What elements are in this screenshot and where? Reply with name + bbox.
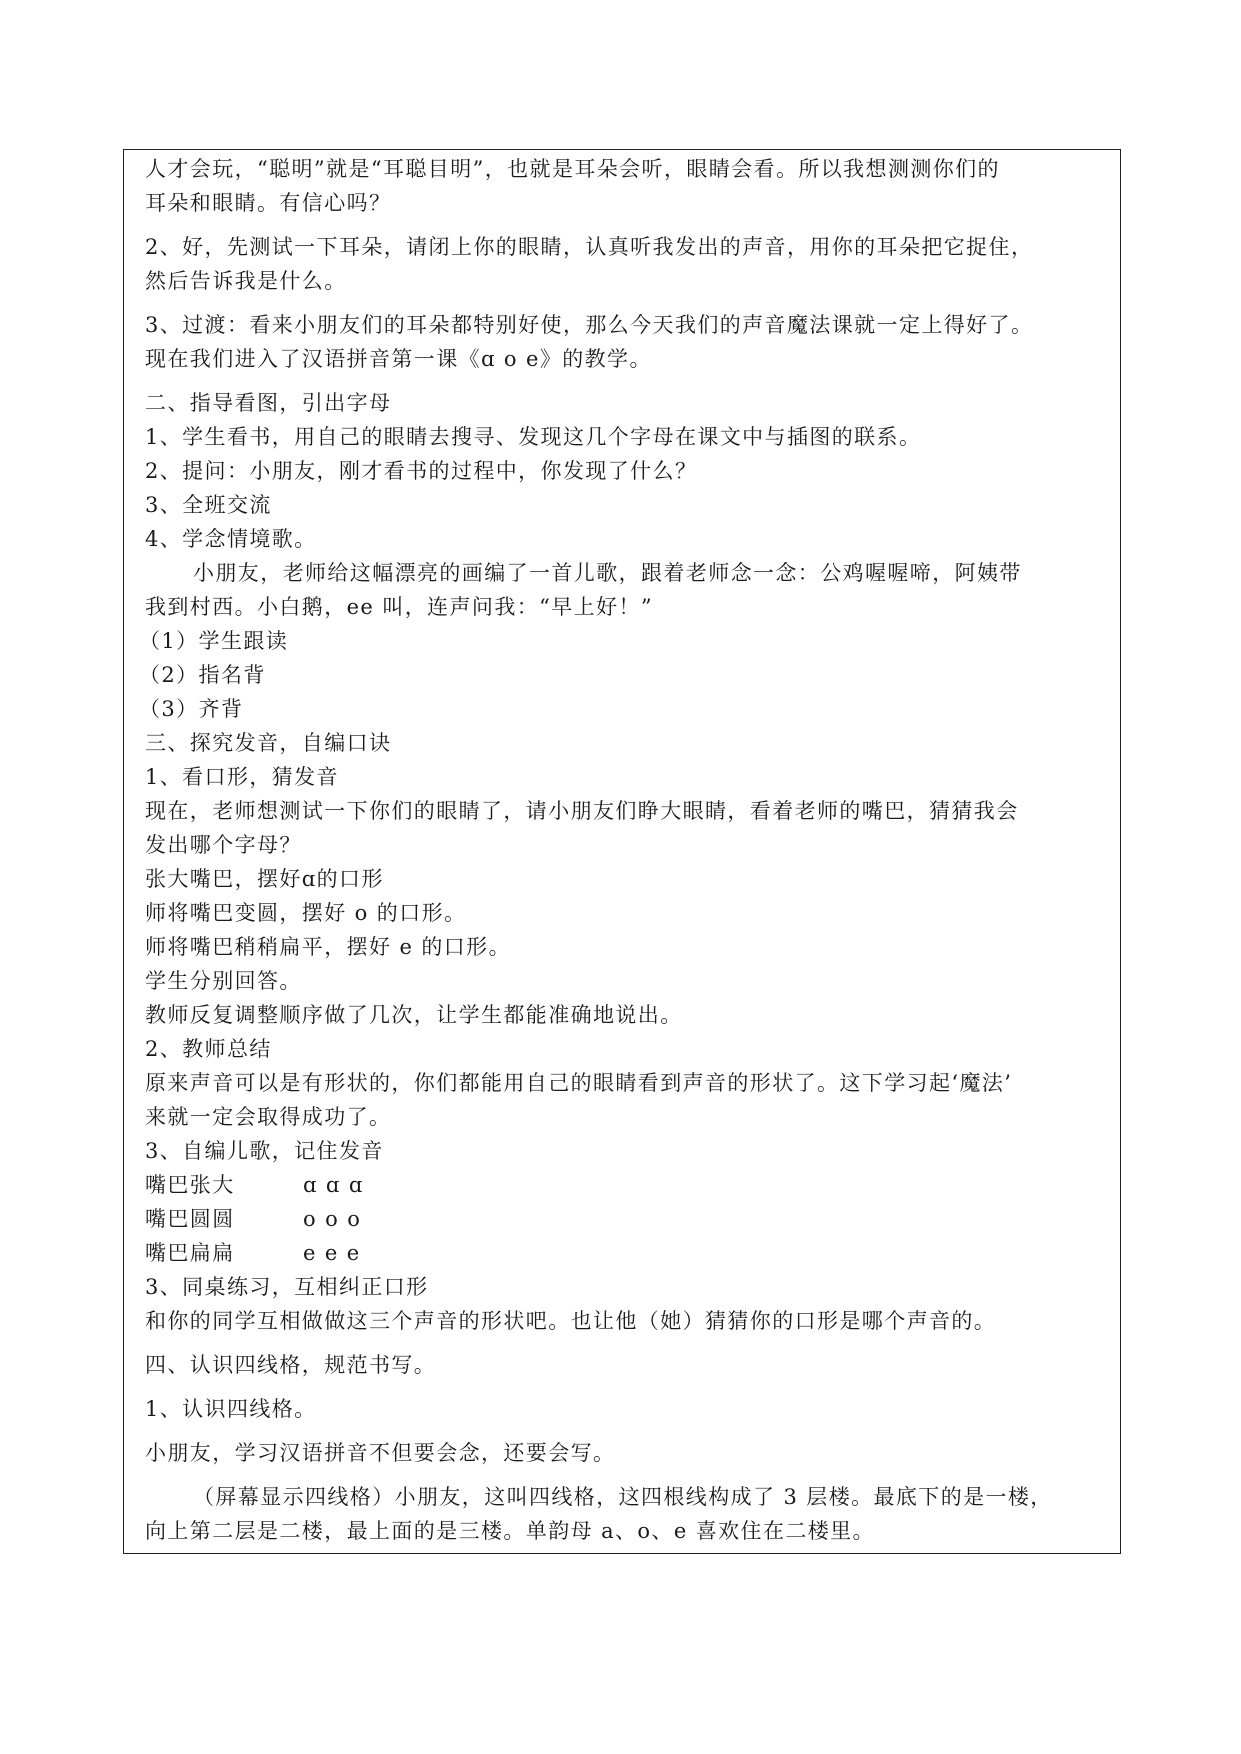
text-line: 师将嘴巴变圆，摆好 o 的口形。 <box>145 901 467 925</box>
mouth-row-letters: e e e <box>303 1241 361 1265</box>
text-line: 现在，老师想测试一下你们的眼睛了，请小朋友们睁大眼睛，看着老师的嘴巴，猜猜我会 <box>145 799 1019 823</box>
text-line: 和你的同学互相做做这三个声音的形状吧。也让他（她）猜猜你的口形是哪个声音的。 <box>145 1309 997 1333</box>
text-line: 人才会玩，“聪明”就是“耳聪目明”，也就是耳朵会听，眼睛会看。所以我想测测你们的 <box>145 157 1000 181</box>
text-line: 学生分别回答。 <box>145 969 302 993</box>
mouth-row-letters: ɑ ɑ ɑ <box>303 1173 364 1197</box>
text-line: 向上第二层是二楼，最上面的是三楼。单韵母 a、o、e 喜欢住在二楼里。 <box>145 1519 875 1543</box>
text-line: 我到村西。小白鹅，ee 叫，连声问我：“早上好！” <box>145 595 654 619</box>
text-line: 小朋友，老师给这幅漂亮的画编了一首儿歌，跟着老师念一念：公鸡喔喔啼，阿姨带 <box>193 561 1022 585</box>
text-line: 小朋友，学习汉语拼音不但要会念，还要会写。 <box>145 1441 616 1465</box>
lesson-plan-text <box>139 152 1110 1548</box>
mouth-row-label: 嘴巴圆圆 <box>145 1207 235 1231</box>
text-line: 发出哪个字母？ <box>145 833 302 857</box>
text-line: 1、认识四线格。 <box>145 1397 317 1421</box>
text-line: 教师反复调整顺序做了几次，让学生都能准确地说出。 <box>145 1003 683 1027</box>
text-line: 1、看口形，猜发音 <box>145 765 339 789</box>
mouth-row-label: 嘴巴张大 <box>145 1173 235 1197</box>
text-line: （2）指名背 <box>139 663 266 687</box>
text-line: 然后告诉我是什么。 <box>145 269 347 293</box>
mouth-row <box>145 1202 1110 1236</box>
text-line: 3、同桌练习，互相纠正口形 <box>145 1275 429 1299</box>
text-line: 原来声音可以是有形状的，你们都能用自己的眼睛看到声音的形状了。这下学习起‘魔法’ <box>145 1071 1013 1095</box>
text-line: （屏幕显示四线格）小朋友，这叫四线格，这四根线构成了 3 层楼。最底下的是一楼， <box>193 1485 1053 1509</box>
text-line: （1）学生跟读 <box>139 629 289 653</box>
text-line: 张大嘴巴，摆好ɑ的口形 <box>145 867 384 891</box>
mouth-row-letters: o o o <box>303 1207 362 1231</box>
mouth-row <box>145 1236 1110 1270</box>
text-line: 师将嘴巴稍稍扁平，摆好 e 的口形。 <box>145 935 511 959</box>
section-heading: 三、探究发音，自编口诀 <box>145 731 392 755</box>
text-line: 2、教师总结 <box>145 1037 272 1061</box>
text-line: 2、提问：小朋友，刚才看书的过程中，你发现了什么？ <box>145 459 698 483</box>
text-line: 来就一定会取得成功了。 <box>145 1105 392 1129</box>
text-line: 3、过渡：看来小朋友们的耳朵都特别好使，那么今天我们的声音魔法课就一定上得好了。 <box>145 313 1034 337</box>
section-heading: 四、认识四线格，规范书写。 <box>145 1353 437 1377</box>
text-line: 2、好，先测试一下耳朵，请闭上你的眼睛，认真听我发出的声音，用你的耳朵把它捉住， <box>145 235 1034 259</box>
text-line: （3）齐背 <box>139 697 244 721</box>
text-line: 1、学生看书，用自己的眼睛去搜寻、发现这几个字母在课文中与插图的联系。 <box>145 425 922 449</box>
text-line: 3、全班交流 <box>145 493 272 517</box>
mouth-row <box>145 1168 1110 1202</box>
text-line: 4、学念情境歌。 <box>145 527 317 551</box>
text-line: 3、自编儿歌，记住发音 <box>145 1139 384 1163</box>
mouth-row-label: 嘴巴扁扁 <box>145 1241 235 1265</box>
text-line: 耳朵和眼睛。有信心吗？ <box>145 191 392 215</box>
text-line: 现在我们进入了汉语拼音第一课《ɑ o e》的教学。 <box>145 347 652 371</box>
section-heading: 二、指导看图，引出字母 <box>145 391 392 415</box>
